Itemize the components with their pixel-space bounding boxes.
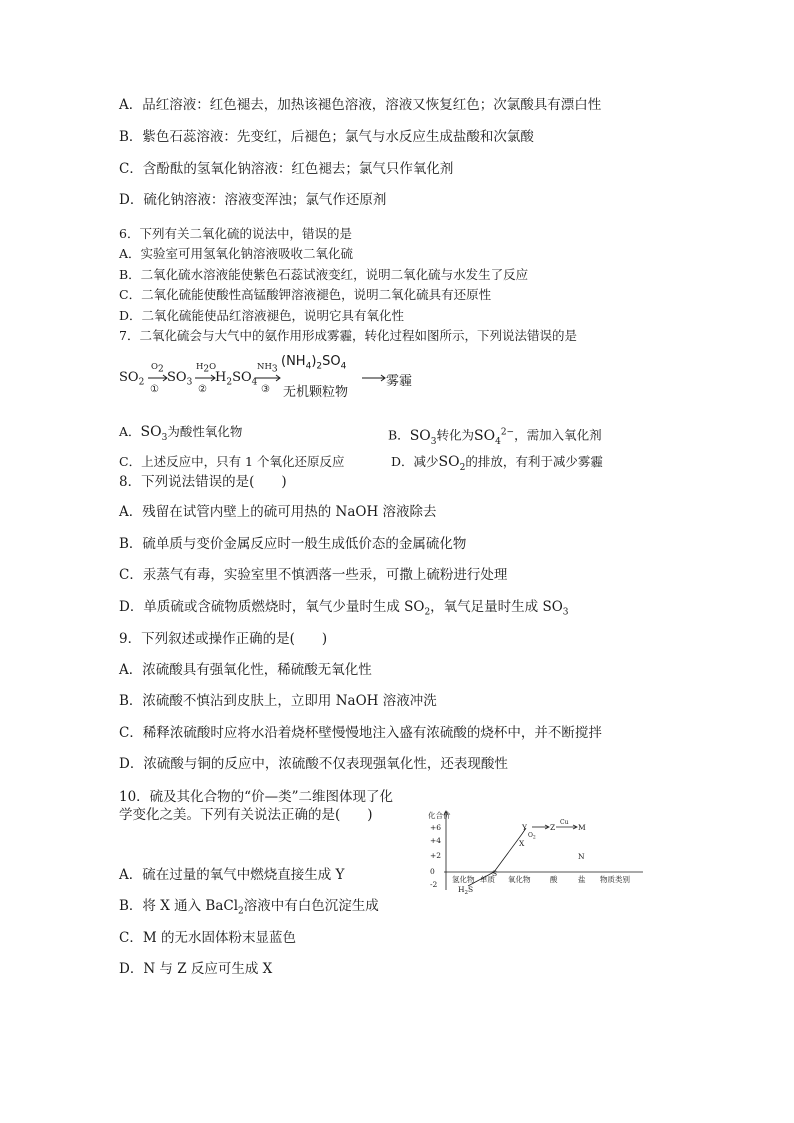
q9-option-a: A．浓硫酸具有强氧化性，稀硫酸无氧化性 (119, 662, 372, 678)
q8-stem: 8．下列说法错误的是( ) (119, 474, 287, 490)
q7-option-c: C．上述反应中，只有 1 个氧化还原反应 (119, 454, 345, 469)
q6-option-d: D．二氧化硫能使品红溶液褪色，说明它具有氧化性 (119, 308, 405, 323)
q8-option-c: C．汞蒸气有毒，实验室里不慎洒落一些汞，可撒上硫粉进行处理 (119, 567, 508, 583)
q8-option-d: D．单质硫或含硫物质燃烧时，氧气少量时生成 $SO_2$，氧气足量时生成 $SO_3$ (119, 599, 569, 618)
point-n: N (578, 852, 585, 861)
line-s-x (494, 834, 522, 872)
q6-option-a: A．实验室可用氢氧化钠溶液吸收二氧化硫 (119, 246, 354, 261)
q9-option-b: B．浓硫酸不慎沾到皮肤上，立即用 NaOH 溶液冲洗 (119, 693, 437, 709)
q10-option-c: C．M 的无水固体粉末显蓝色 (119, 930, 296, 946)
q9-stem: 9．下列叙述或操作正确的是( ) (119, 631, 328, 647)
q9-option-d: D．浓硫酸与铜的反应中，浓硫酸不仅表现强氧化性，还表现酸性 (119, 756, 508, 772)
ytick-plus4: +4 (430, 836, 442, 845)
point-x: X (519, 839, 525, 848)
xcat-hydride: 氢化物 (452, 875, 475, 884)
point-y: Y (522, 823, 527, 832)
q5-option-b: B．紫色石蕊溶液：先变红，后褪色；氯气与水反应生成盐酸和次氯酸 (119, 129, 534, 145)
scheme-arrows (140, 368, 390, 388)
q9-option-c: C．稀释浓硫酸时应将水沿着烧杯壁慢慢地注入盛有浓硫酸的烧杯中，并不断搅拌 (119, 725, 602, 741)
q5-option-c: C．含酚酞的氢氧化钠溶液：红色褪去；氯气只作氧化剂 (119, 161, 454, 177)
q10-option-a: A．硫在过量的氧气中燃烧直接生成 Y (119, 867, 345, 883)
q10-option-d: D．N 与 Z 反应可生成 X (119, 961, 273, 977)
q5-option-a: A．品红溶液：红色褪去，加热该褪色溶液，溶液又恢复红色；次氯酸具有漂白性 (119, 97, 602, 113)
point-z: Z (550, 823, 556, 832)
ytick-minus2: -2 (430, 880, 438, 889)
q5-option-d: D．硫化钠溶液：溶液变浑浊；氯气作还原剂 (119, 192, 387, 208)
q10-option-b: B．将 X 通入 BaCl$_2$溶液中有白色沉淀生成 (119, 898, 379, 917)
ytick-plus6: +6 (430, 823, 442, 832)
axis-ylabel: 化合价 (428, 811, 451, 820)
q10-stem-line2: 学变化之美。下列有关说法正确的是( ) (119, 807, 373, 823)
label-o2: $O_2$ (528, 832, 536, 841)
xcat-element: 单质 (480, 875, 495, 884)
label-cu: Cu (560, 819, 569, 826)
point-m: M (578, 823, 586, 832)
point-h2s: $H_2S$ (458, 885, 474, 896)
xcat-class: 物质类别 (600, 875, 630, 884)
point-s: S (492, 869, 498, 878)
q7-option-a: A．$SO_3$为酸性氧化物 (119, 424, 243, 443)
q7-stem: 7．二氧化硫会与大气中的氨作用形成雾霾，转化过程如图所示，下列说法错误的是 (119, 328, 577, 343)
q8-option-a: A．残留在试管内壁上的硫可用热的 NaOH 溶液除去 (119, 504, 437, 520)
ytick-plus2: +2 (430, 851, 442, 860)
q7-option-d: D．减少$SO_2$的排放，有利于减少雾霾 (391, 454, 603, 473)
ytick-zero: 0 (430, 867, 435, 876)
valence-class-diagram (428, 806, 648, 896)
xcat-oxide: 氧化物 (508, 875, 531, 884)
q7-option-b: B．$SO_3$转化为$SO_4^{2-}$，需加入氧化剂 (388, 427, 602, 447)
q6-option-c: C．二氧化硫能使酸性高锰酸钾溶液褪色，说明二氧化硫具有还原性 (119, 287, 492, 302)
q10-stem-line1: 10．硫及其化合物的“价—类”二维图体现了化 (119, 789, 393, 805)
q6-option-b: B．二氧化硫水溶液能使紫色石蕊试液变红，说明二氧化硫与水发生了反应 (119, 267, 529, 282)
q6-stem: 6．下列有关二氧化硫的说法中，错误的是 (119, 226, 352, 241)
xcat-salt: 盐 (578, 875, 586, 884)
xcat-acid: 酸 (550, 875, 558, 884)
q8-option-b: B．硫单质与变价金属反应时一般生成低价态的金属硫化物 (119, 536, 467, 552)
